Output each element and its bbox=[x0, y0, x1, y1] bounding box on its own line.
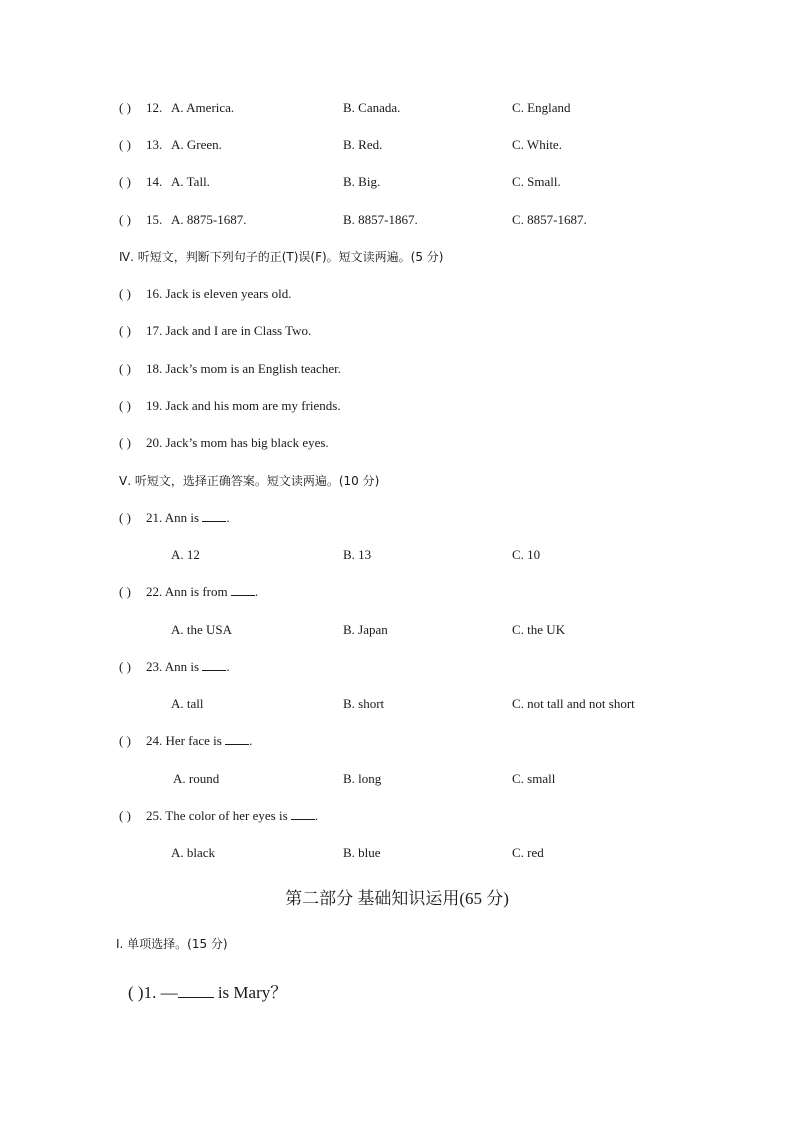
option-b: B. Red. bbox=[343, 137, 383, 152]
answer-paren: ( ) bbox=[119, 174, 131, 189]
option-a: A. Tall. bbox=[171, 174, 210, 189]
answer-paren: ( ) bbox=[119, 137, 131, 152]
stem-text bbox=[146, 508, 230, 528]
statement-row bbox=[0, 433, 794, 453]
option-a: A. 12 bbox=[171, 547, 200, 562]
answer-paren: ( ) bbox=[119, 212, 131, 227]
option-c: C. red bbox=[512, 845, 544, 860]
statement-text: 18. Jack’s mom is an English teacher. bbox=[146, 361, 341, 376]
stem-text: is Mary？ bbox=[213, 983, 288, 1002]
answer-blank bbox=[178, 983, 214, 998]
option-b: B. long bbox=[343, 771, 382, 786]
answer-blank bbox=[202, 658, 226, 671]
option-c: C. not tall and not short bbox=[512, 696, 635, 711]
question-number: 13. bbox=[146, 137, 163, 152]
statement-row bbox=[0, 396, 794, 416]
question-stem bbox=[0, 806, 794, 826]
question-number: 1. — bbox=[143, 983, 178, 1002]
stem-text bbox=[146, 731, 252, 751]
option-a: A. tall bbox=[171, 696, 204, 711]
part-title: 第二部分 基础知识运用(65 分) bbox=[285, 889, 509, 908]
options-row bbox=[0, 545, 794, 565]
stem-text bbox=[146, 582, 258, 602]
option-c: C. England bbox=[512, 100, 571, 115]
question-stem bbox=[128, 981, 287, 1005]
option-b: B. 13 bbox=[343, 547, 372, 562]
question-row bbox=[0, 172, 794, 192]
option-b: B. blue bbox=[343, 845, 381, 860]
answer-paren: ( ) bbox=[119, 584, 131, 599]
answer-paren: ( ) bbox=[128, 983, 144, 1002]
option-c: C. White. bbox=[512, 137, 562, 152]
stem-pre: 21. Ann is bbox=[146, 510, 203, 525]
answer-blank bbox=[291, 807, 315, 820]
question-row bbox=[0, 98, 794, 118]
statement-text: 16. Jack is eleven years old. bbox=[146, 286, 292, 301]
option-c: C. small bbox=[512, 771, 556, 786]
option-b: B. Big. bbox=[343, 174, 381, 189]
option-a: A. America. bbox=[171, 100, 235, 115]
stem-text bbox=[146, 657, 230, 677]
answer-paren: ( ) bbox=[119, 510, 131, 525]
question-row bbox=[0, 210, 794, 230]
question-stem bbox=[0, 582, 794, 602]
options-row bbox=[0, 769, 794, 789]
statement-text: 20. Jack’s mom has big black eyes. bbox=[146, 435, 329, 450]
stem-pre: 23. Ann is bbox=[146, 659, 203, 674]
option-b: B. short bbox=[343, 696, 385, 711]
option-c: C. 8857-1687. bbox=[512, 212, 587, 227]
option-b: B. 8857-1867. bbox=[343, 212, 418, 227]
option-b: B. Canada. bbox=[343, 100, 401, 115]
option-a: A. Green. bbox=[171, 137, 222, 152]
answer-paren: ( ) bbox=[119, 398, 131, 413]
stem-pre: 22. Ann is from bbox=[146, 584, 231, 599]
option-c: C. 10 bbox=[512, 547, 541, 562]
question-stem bbox=[0, 508, 794, 528]
statement-row bbox=[0, 359, 794, 379]
options-row bbox=[0, 620, 794, 640]
answer-paren: ( ) bbox=[119, 100, 131, 115]
question-stem bbox=[0, 731, 794, 751]
answer-paren: ( ) bbox=[119, 286, 131, 301]
answer-blank bbox=[202, 509, 226, 522]
stem-text bbox=[146, 806, 318, 826]
statement-text: 19. Jack and his mom are my friends. bbox=[146, 398, 341, 413]
statement-row bbox=[0, 321, 794, 341]
answer-paren: ( ) bbox=[119, 659, 131, 674]
option-a: A. round bbox=[173, 771, 220, 786]
stem-post: . bbox=[314, 808, 319, 823]
question-stem bbox=[0, 657, 794, 677]
answer-paren: ( ) bbox=[119, 361, 131, 376]
stem-post: . bbox=[254, 584, 259, 599]
answer-paren: ( ) bbox=[119, 323, 131, 338]
stem-pre: 25. The color of her eyes is bbox=[146, 808, 291, 823]
option-a: A. 8875-1687. bbox=[171, 212, 247, 227]
answer-blank bbox=[225, 732, 249, 745]
stem-post: . bbox=[226, 659, 230, 674]
stem-pre: 24. Her face is bbox=[146, 733, 226, 748]
option-b: B. Japan bbox=[343, 622, 388, 637]
section-heading: Ⅳ. 听短文，判断下列句子的正(T)误(F)。短文读两遍。(5 分) bbox=[119, 250, 444, 264]
stem-post: . bbox=[249, 733, 253, 748]
answer-paren: ( ) bbox=[119, 808, 131, 823]
answer-paren: ( ) bbox=[119, 435, 131, 450]
question-number: 14. bbox=[146, 174, 163, 189]
section-heading: Ⅰ. 单项选择。(15 分) bbox=[116, 937, 228, 951]
statement-text: 17. Jack and I are in Class Two. bbox=[146, 323, 312, 338]
question-row bbox=[0, 135, 794, 155]
stem-post: . bbox=[226, 510, 230, 525]
answer-blank bbox=[231, 583, 255, 596]
options-row bbox=[0, 843, 794, 863]
statement-row bbox=[0, 284, 794, 304]
answer-paren: ( ) bbox=[119, 733, 131, 748]
options-row bbox=[0, 694, 794, 714]
option-c: C. Small. bbox=[512, 174, 561, 189]
option-a: A. black bbox=[171, 845, 216, 860]
question-number: 15. bbox=[146, 212, 163, 227]
option-a: A. the USA bbox=[171, 622, 233, 637]
question-number: 12. bbox=[146, 100, 163, 115]
section-heading: Ⅴ. 听短文，选择正确答案。短文读两遍。(10 分) bbox=[119, 474, 380, 488]
option-c: C. the UK bbox=[512, 622, 566, 637]
